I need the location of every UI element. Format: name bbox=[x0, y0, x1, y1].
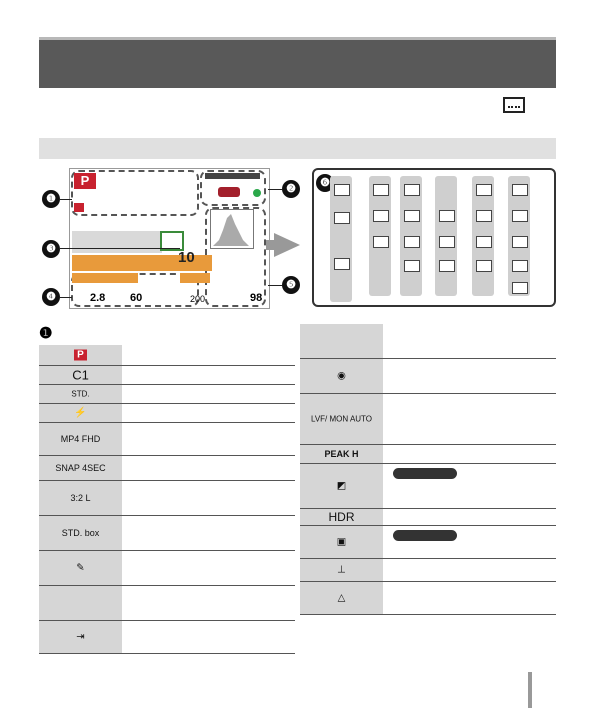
af-count: 10 bbox=[178, 249, 195, 266]
exposure-comp-icon: ◩ bbox=[336, 480, 347, 492]
table-row bbox=[300, 359, 556, 394]
flash-off-icon: ⚡ bbox=[74, 407, 87, 419]
callout-6: ❻ bbox=[316, 174, 334, 192]
monitor-illustration bbox=[69, 168, 270, 309]
table-row: HDR bbox=[300, 509, 556, 526]
page-edge-bar bbox=[528, 672, 532, 708]
arrow-right-icon bbox=[274, 233, 300, 257]
input-arrow-icon: ⇥ bbox=[76, 631, 85, 643]
table-row bbox=[300, 526, 556, 559]
callout-1: ❶ bbox=[42, 190, 60, 208]
table-row bbox=[39, 621, 295, 654]
table-row: STD. box bbox=[39, 516, 295, 551]
table-row: MP4 FHD bbox=[39, 423, 295, 456]
table-row bbox=[39, 404, 295, 423]
multi-exposure-icon: ▣ bbox=[336, 536, 347, 548]
mode-p-icon: P bbox=[74, 173, 96, 189]
histogram bbox=[210, 209, 254, 249]
table-row: STD. bbox=[39, 385, 295, 404]
callout-5: ❺ bbox=[282, 276, 300, 294]
filter-plus-icon: ✎ bbox=[76, 562, 85, 574]
touch-tab-panel bbox=[312, 168, 556, 307]
camera-icon: ◉ bbox=[337, 370, 346, 382]
aperture-value: 2.8 bbox=[90, 292, 106, 304]
table-row: C1 bbox=[39, 366, 295, 385]
callout-3: ❸ bbox=[42, 240, 60, 258]
table-row: LVF/ MON AUTO bbox=[300, 394, 556, 445]
table-row bbox=[39, 586, 295, 621]
aspect-badge bbox=[218, 187, 240, 197]
section-bar bbox=[39, 138, 556, 159]
title-bar bbox=[39, 40, 556, 88]
table-row bbox=[300, 559, 556, 582]
right-icon-table bbox=[300, 324, 556, 616]
table-row bbox=[300, 324, 556, 359]
table-row: 3:2 L bbox=[39, 481, 295, 516]
shutter-value: 60 bbox=[130, 292, 143, 304]
level-icon: ⊥ bbox=[337, 564, 346, 576]
status-icons bbox=[205, 173, 260, 179]
warning-triangle-icon: △ bbox=[337, 592, 346, 604]
table-row bbox=[300, 464, 556, 509]
table-row bbox=[39, 551, 295, 586]
frames-remaining: 98 bbox=[250, 292, 263, 304]
callout-2: ❷ bbox=[282, 180, 300, 198]
section-number: ❶ bbox=[39, 325, 53, 342]
focus-dot bbox=[253, 189, 261, 197]
table-row bbox=[300, 582, 556, 615]
record-icon bbox=[74, 203, 84, 212]
memo-icon bbox=[503, 97, 525, 113]
table-row: P bbox=[39, 345, 295, 366]
left-icon-table bbox=[39, 345, 295, 655]
table-row: PEAK H bbox=[300, 445, 556, 464]
callout-4: ❹ bbox=[42, 288, 60, 306]
shots-left: 200 bbox=[190, 294, 206, 304]
table-row: SNAP 4SEC bbox=[39, 456, 295, 481]
